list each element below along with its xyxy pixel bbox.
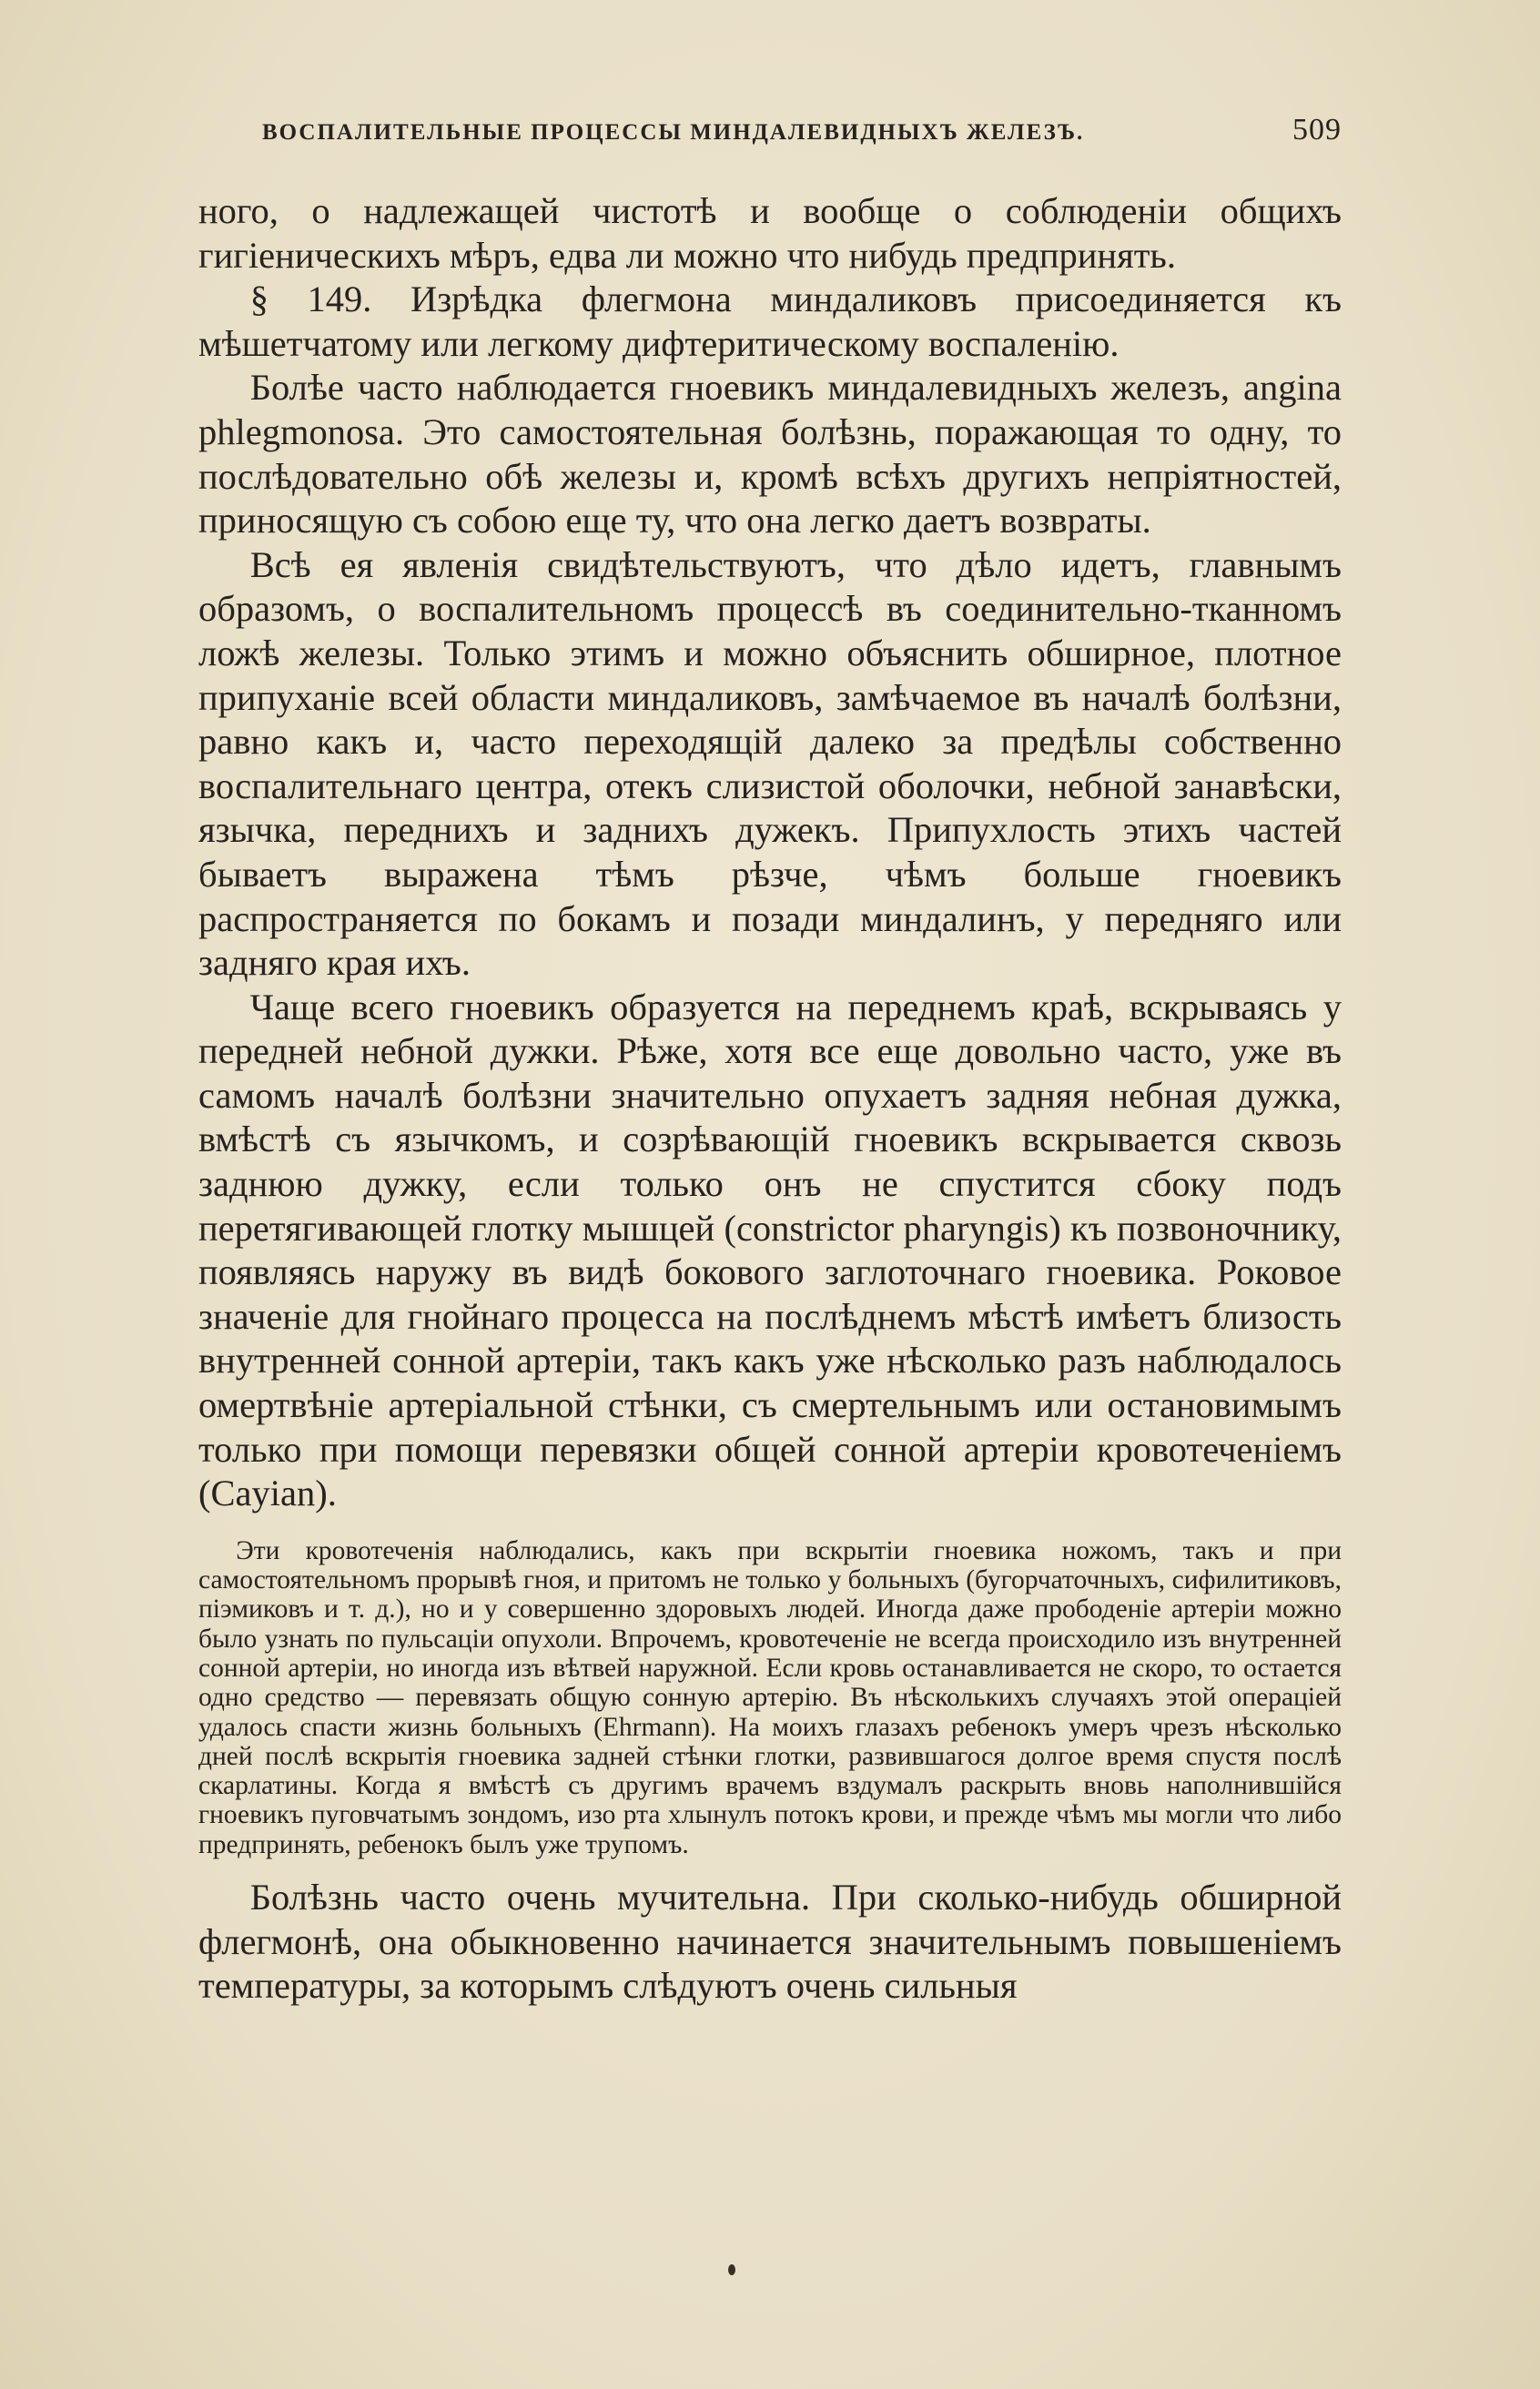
page-header: [262, 107, 1342, 162]
paragraph-course: Болѣзнь часто очень мучительна. При сколько-нибудь обширной флегмонѣ, она обыкновенно начинается значительнымъ повышеніемъ температуры, за которымъ слѣдуютъ очень сильныя: [198, 1877, 1342, 2007]
page-body: [198, 189, 1342, 2009]
running-title: ВОСПАЛИТЕЛЬНЫЕ ПРОЦЕССЫ МИНДАЛЕВИДНЫХЪ ЖЕЛЕЗЪ.: [262, 120, 1085, 145]
ink-speck: [728, 2264, 735, 2275]
paragraph-angina: Болѣе часто наблюдается гноевикъ миндалевидныхъ железъ, angina phlegmonosa. Это самостоятельная болѣзнь, поражающая то одну, то послѣдовательно обѣ железы и, кромѣ всѣхъ другихъ непріятностей, приносящую съ собою еще ту, что она легко даетъ возвраты.: [198, 367, 1342, 542]
paragraph-section-149: § 149. Изрѣдка флегмона миндаликовъ присоединяется къ мѣшетчатому или легкому дифтеритическому воспаленію.: [198, 278, 1342, 364]
paragraph-abscess-location: Чаще всего гноевикъ образуется на переднемъ краѣ, вскрываясь у передней небной дужки. Рѣже, хотя все еще довольно часто, уже въ самомъ началѣ болѣзни значительно опухаетъ задняя небная дужка, вмѣстѣ съ язычкомъ, и созрѣвающій гноевикъ вскрывается сквозь заднюю дужку, если только онъ не спустится сбоку подъ перетягивающей глотку мышцей (constrictor pharyngis) къ позвоночнику, появляясь наружу въ видѣ бокового заглоточнаго гноевика. Роковое значеніе для гнойнаго процесса на послѣднемъ мѣстѣ имѣетъ близость внутренней сонной артеріи, такъ какъ уже нѣсколько разъ наблюдалось омертвѣніе артеріальной стѣнки, съ смертельнымъ или остановимымъ только при помощи перевязки общей сонной артеріи кровотеченіемъ (Cayian).: [198, 986, 1342, 1514]
page-number: 509: [1292, 113, 1342, 147]
small-print-note: Эти кровотеченія наблюдались, какъ при вскрытіи гноевика ножомъ, такъ и при самостоятельномъ прорывѣ гноя, и притомъ не только у больныхъ (бугорчаточныхъ, сифилитиковъ, піэмиковъ и т. д.), но и у совершенно здоровыхъ людей. Иногда даже прободеніе артеріи можно было узнать по пульсаціи опухоли. Впрочемъ, кровотеченіе не всегда происходило изъ внутренней сонной артеріи, но иногда изъ вѣтвей наружной. Если кровь останавливается не скоро, то остается одно средство — перевязать общую сонную артерію. Въ нѣсколькихъ случаяхъ этой операціей удалось спасти жизнь больныхъ (Ehrmann). На моихъ глазахъ ребенокъ умеръ чрезъ нѣсколько дней послѣ вскрытія гноевика задней стѣнки глотки, развившагося долгое время спустя послѣ скарлатины. Когда я вмѣстѣ съ другимъ врачемъ вздумалъ раскрыть вновь наполнившійся гноевикъ пуговчатымъ зондомъ, изо рта хлынулъ потокъ крови, и прежде чѣмъ мы могли что либо предпринять, ребенокъ былъ уже трупомъ.: [198, 1535, 1342, 1859]
paragraph-continuation: ного, о надлежащей чистотѣ и вообще о соблюденіи общихъ гигіеническихъ мѣръ, едва ли можно что нибудь предпринять.: [198, 190, 1342, 276]
paragraph-symptoms: Всѣ ея явленія свидѣтельствуютъ, что дѣло идетъ, главнымъ образомъ, о воспалительномъ процессѣ въ соединительно-тканномъ ложѣ железы. Только этимъ и можно объяснить обширное, плотное припуханіе всей области миндаликовъ, замѣчаемое въ началѣ болѣзни, равно какъ и, часто переходящій далеко за предѣлы собственно воспалительнаго центра, отекъ слизистой оболочки, небной занавѣски, язычка, переднихъ и заднихъ дужекъ. Припухлость этихъ частей бываетъ выражена тѣмъ рѣзче, чѣмъ больше гноевикъ распространяется по бокамъ и позади миндалинъ, у передняго или задняго края ихъ.: [198, 543, 1342, 984]
